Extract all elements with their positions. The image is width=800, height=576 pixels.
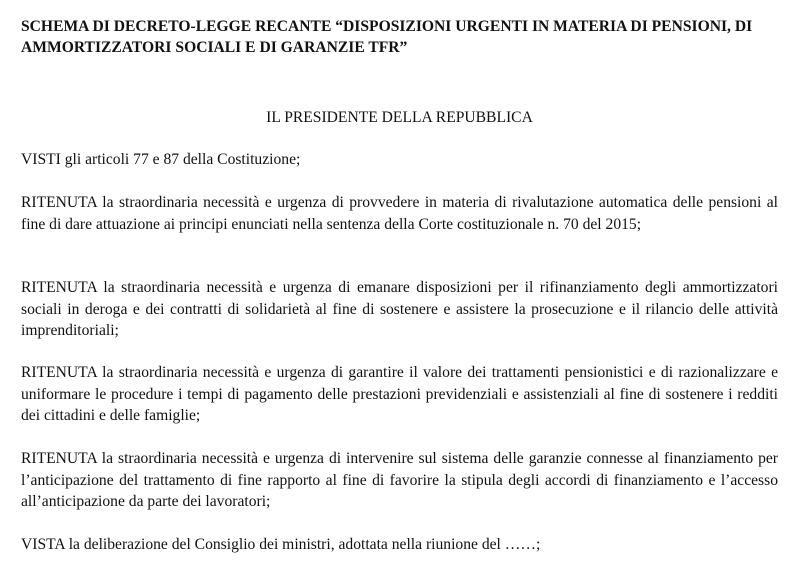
paragraph-vista-deliberazione: VISTA la deliberazione del Consiglio dei ministri, adottata nella riunione del ……; <box>21 536 541 553</box>
document-page <box>21 16 778 553</box>
paragraph-ritenuta-ammortizzatori: RITENUTA la straordinaria necessità e urgenza di emanare disposizioni per il rifinanziamento degli ammortizzatori sociali in deroga e dei contratti di solidarietà al fine di sostenere e assistere la prosecuzione e il rilancio delle attività imprenditoriali; <box>21 279 778 339</box>
paragraph-visti-costituzione: VISTI gli articoli 77 e 87 della Costituzione; <box>21 151 301 168</box>
document-title: SCHEMA DI DECRETO-LEGGE RECANTE “DISPOSIZIONI URGENTI IN MATERIA DI PENSIONI, DI AMMORTIZZATORI SOCIALI E DI GARANZIE TFR” <box>21 18 753 56</box>
paragraph-ritenuta-pensioni: RITENUTA la straordinaria necessità e urgenza di provvedere in materia di rivalutazione automatica delle pensioni al fine di dare attuazione ai principi enunciati nella sentenza della Corte costituzionale n. 70 del 2015; <box>21 194 778 233</box>
paragraph-ritenuta-garanzie: RITENUTA la straordinaria necessità e urgenza di intervenire sul sistema delle garanzie connesse al finanziamento per l’anticipazione del trattamento di fine rapporto al fine di favorire la stipula degli accordi di finanziamento e l’accesso all’anticipazione da parte dei lavoratori; <box>21 450 778 510</box>
paragraph-ritenuta-trattamenti: RITENUTA la straordinaria necessità e urgenza di garantire il valore dei trattamenti pensionistici e di razionalizzare e uniformare le procedure i tempi di pagamento delle prestazioni previdenziali e assistenziali al fine di sostenere i redditi dei cittadini e delle famiglie; <box>21 364 778 424</box>
document-heading: IL PRESIDENTE DELLA REPUBBLICA <box>266 109 533 126</box>
